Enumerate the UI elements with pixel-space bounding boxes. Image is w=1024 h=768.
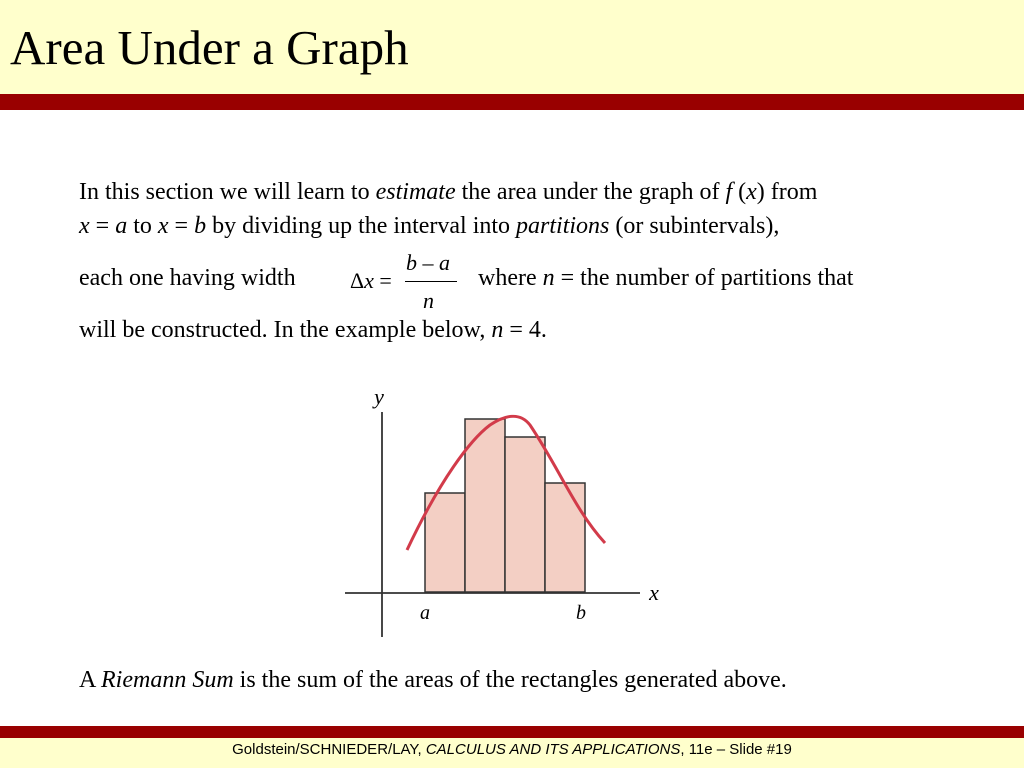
var-x: x (746, 179, 757, 205)
var-x: x (157, 213, 169, 239)
term-partitions: partitions (516, 213, 610, 239)
var-a: a (115, 213, 128, 239)
term-riemann-sum: Riemann Sum (101, 667, 234, 693)
var-f: f (725, 179, 733, 205)
footer-book-title: CALCULUS AND ITS APPLICATIONS (425, 741, 681, 758)
y-axis-label: y (374, 384, 384, 409)
footer-authors: Goldstein/SCHNIEDER/LAY, (232, 741, 426, 758)
text-span: to (127, 213, 158, 239)
text-span: A (79, 667, 102, 693)
text-span: is the sum of the areas of the rectangles generated above. (233, 667, 787, 693)
text-span: the area under the graph of (455, 179, 726, 205)
text-span: (or subintervals), (609, 213, 780, 239)
text-span: = 4. (503, 317, 547, 343)
var-n: n (491, 317, 504, 343)
var-x: x (79, 213, 90, 239)
footer-slide-number: , 11e – Slide #19 (680, 741, 792, 758)
a-label: a (420, 602, 430, 624)
var-n: n (542, 265, 555, 291)
rectangle-4 (545, 483, 585, 592)
slide-footer (0, 740, 1024, 760)
var-x: x (364, 268, 374, 293)
text-span: = (168, 213, 195, 239)
text-span: by dividing up the interval into (206, 213, 517, 239)
rectangle-1 (425, 493, 465, 592)
rectangle-3 (505, 437, 545, 592)
text-span: = the number of partitions that (554, 265, 854, 291)
text-span: each one having width (79, 265, 296, 291)
var-b: b (194, 213, 207, 239)
text-span: In this section we will learn to (79, 179, 376, 205)
footer-divider (0, 726, 1024, 738)
equals-sign: = (373, 268, 392, 293)
b-label: b (576, 602, 586, 624)
var-b: b (406, 250, 417, 275)
text-span: ( (732, 179, 747, 205)
delta-symbol: Δ (350, 268, 365, 293)
term-estimate: estimate (375, 179, 456, 205)
var-a: a (439, 250, 450, 275)
text-span: where (478, 265, 543, 291)
riemann-sum-definition (79, 664, 979, 696)
text-span: will be constructed. In the example below, (79, 317, 492, 343)
x-axis-label: x (649, 580, 659, 605)
minus-sign: – (417, 250, 439, 275)
text-span: = (89, 213, 116, 239)
text-span: ) (756, 179, 765, 205)
slide-title: Area Under a Graph (10, 20, 409, 75)
text-span: from (764, 179, 818, 205)
var-n: n (423, 288, 434, 313)
